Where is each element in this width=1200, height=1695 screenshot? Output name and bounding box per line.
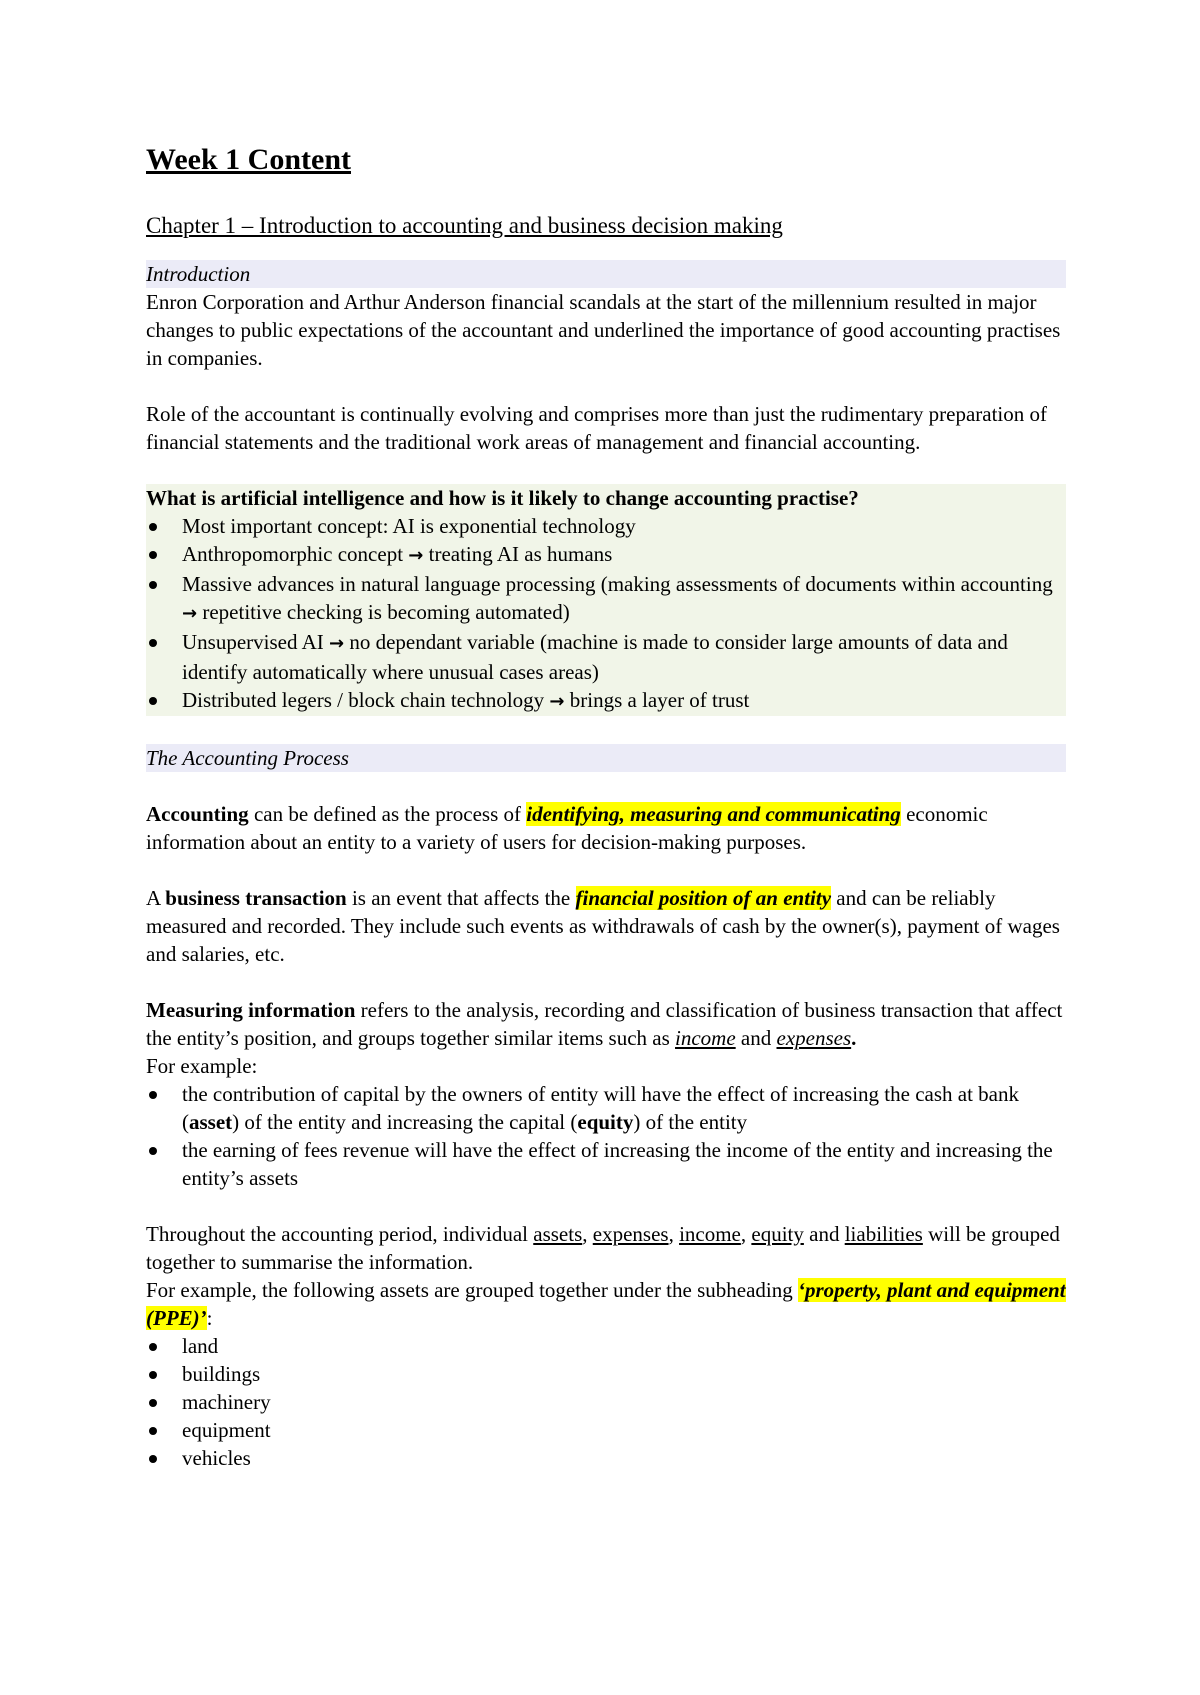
highlight: ‘property, plant and equipment (PPE)’ bbox=[146, 1278, 1066, 1330]
intro-paragraph-2: Role of the accountant is continually evolving and comprises more than just the rudimentary preparation of financial statements and the traditional work areas of management and financial accounting. bbox=[146, 402, 1048, 454]
list-item: Unsupervised AI → no dependant variable (machine is made to consider large amounts of data and identify automatically where unusual cases areas) bbox=[146, 628, 1066, 686]
section-heading-accounting-process: The Accounting Process bbox=[146, 744, 1066, 772]
section-heading-introduction: Introduction bbox=[146, 260, 1066, 288]
ai-bullet-list bbox=[146, 512, 1066, 716]
ai-box bbox=[146, 484, 1066, 716]
chapter-heading: Chapter 1 – Introduction to accounting and business decision making bbox=[146, 213, 783, 238]
list-item: Anthropomorphic concept → treating AI as humans bbox=[146, 540, 1066, 570]
measuring-information-definition: Measuring information refers to the analysis, recording and classification of business transaction that affect the entity’s position, and groups together similar items such as income and expenses. bbox=[146, 998, 1063, 1050]
business-transaction-definition: A business transaction is an event that affects the financial position of an entity and can be reliably measured and recorded. They include such events as withdrawals of cash by the owner(s), payment of wages and salaries, etc. bbox=[146, 886, 1060, 966]
list-item: machinery bbox=[146, 1388, 1066, 1416]
ppe-list bbox=[146, 1332, 1066, 1472]
highlight: identifying, measuring and communicating bbox=[526, 802, 901, 826]
document-page bbox=[146, 140, 1066, 1472]
list-item: the contribution of capital by the owners of entity will have the effect of increasing the cash at bank (asset) of the entity and increasing the capital (equity) of the entity bbox=[146, 1080, 1066, 1136]
list-item: vehicles bbox=[146, 1444, 1066, 1472]
list-item: Most important concept: AI is exponential technology bbox=[146, 512, 1066, 540]
list-item: Massive advances in natural language processing (making assessments of documents within accounting → repetitive checking is becoming automated) bbox=[146, 570, 1066, 628]
ppe-example: For example, the following assets are grouped together under the subheading ‘property, plant and equipment (PPE)’: bbox=[146, 1278, 1066, 1330]
example-list bbox=[146, 1080, 1066, 1192]
grouping-paragraph: Throughout the accounting period, individual assets, expenses, income, equity and liabilities will be grouped together to summarise the information. bbox=[146, 1222, 1060, 1274]
arrow-right-icon: → bbox=[549, 691, 565, 712]
list-item: equipment bbox=[146, 1416, 1066, 1444]
arrow-right-icon: → bbox=[408, 545, 424, 566]
list-item: buildings bbox=[146, 1360, 1066, 1388]
list-item: the earning of fees revenue will have the effect of increasing the income of the entity and increasing the entity’s assets bbox=[146, 1136, 1066, 1192]
arrow-right-icon: → bbox=[328, 633, 345, 654]
highlight: financial position of an entity bbox=[575, 886, 832, 910]
intro-paragraph-1: Enron Corporation and Arthur Anderson financial scandals at the start of the millennium resulted in major changes to public expectations of the accountant and underlined the importance of good accounting practises in companies. bbox=[146, 290, 1061, 370]
example-label: For example: bbox=[146, 1054, 258, 1078]
page-title: Week 1 Content bbox=[146, 143, 351, 176]
ai-question: What is artificial intelligence and how is it likely to change accounting practise? bbox=[146, 486, 859, 510]
arrow-right-icon: → bbox=[182, 603, 198, 624]
accounting-definition: Accounting can be defined as the process of identifying, measuring and communicating economic information about an entity to a variety of users for decision-making purposes. bbox=[146, 802, 988, 854]
list-item: land bbox=[146, 1332, 1066, 1360]
list-item: Distributed legers / block chain technology → brings a layer of trust bbox=[146, 686, 1066, 716]
